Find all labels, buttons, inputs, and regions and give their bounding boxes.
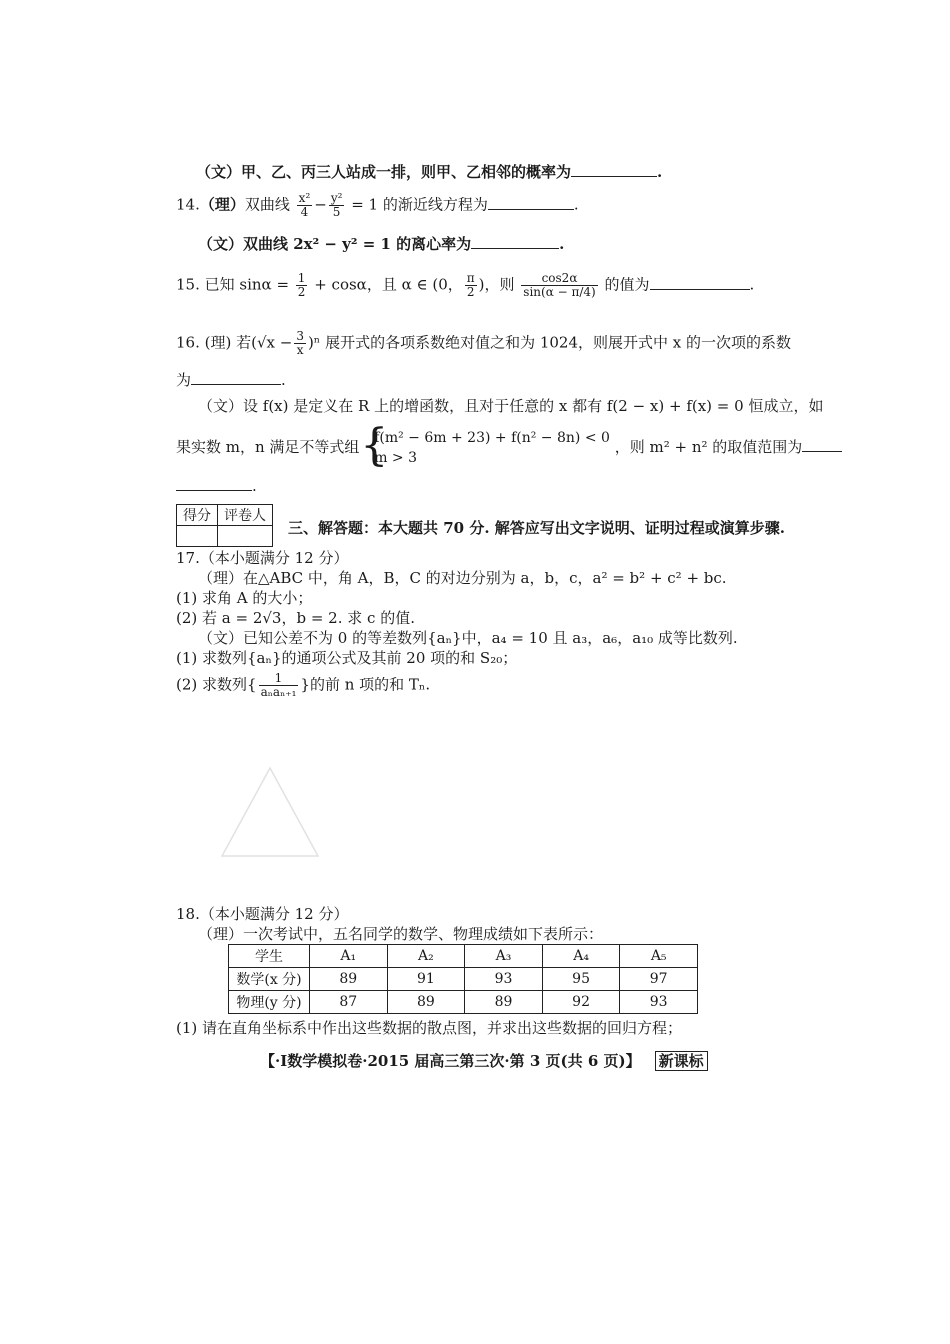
q17-li-part2: (2) 若 a = 2√3，b = 2. 求 c 的值.: [176, 609, 415, 627]
q17-wen-part2: [176, 672, 430, 699]
answer-blank: [176, 476, 252, 491]
period: .: [657, 163, 663, 181]
table-cell: 95: [542, 968, 620, 991]
q14-li: [176, 192, 579, 219]
table-cell: 97: [620, 968, 698, 991]
table-cell: 93: [620, 991, 698, 1014]
fraction-numerator: cos2α: [521, 272, 597, 286]
table-cell: 物理(y 分): [229, 991, 310, 1014]
table-header-cell: A₃: [465, 945, 543, 968]
fraction-denominator: 2: [466, 285, 475, 299]
question-tag: （理）: [199, 195, 245, 214]
q18-part1: (1) 请在直角坐标系中作出这些数据的散点图，并求出这些数据的回归方程；: [176, 1019, 683, 1037]
table-cell: 89: [387, 991, 465, 1014]
fraction: [259, 672, 299, 699]
table-header-cell: A₂: [387, 945, 465, 968]
page-footer: [260, 1050, 708, 1071]
answer-blank: [802, 437, 842, 452]
q15-text: )，则: [478, 275, 515, 294]
q16-wen-text: 果实数 m，n 满足不等式组: [176, 438, 360, 456]
answer-blank: [191, 370, 281, 385]
fraction-denominator: 2: [297, 285, 306, 299]
grader-label: 评卷人: [218, 505, 273, 526]
section-title: 三、解答题：本大题共 70 分. 解答应写出文字说明、证明过程或演算步骤.: [288, 519, 785, 537]
table-header-cell: A₅: [620, 945, 698, 968]
q13-wen: [196, 162, 662, 182]
q13-wen-text: （文）甲、乙、丙三人站成一排，则甲、乙相邻的概率为: [196, 163, 572, 181]
minus-sign: −: [314, 195, 327, 214]
q15-text: 15. 已知 sinα =: [176, 275, 290, 294]
table-row: [229, 968, 698, 991]
q16-text: )ⁿ 展开式的各项系数绝对值之和为 1024，则展开式中 x 的一次项的系数: [307, 333, 792, 352]
table-header-cell: 学生: [229, 945, 310, 968]
answer-blank: [488, 195, 574, 210]
table-row: [229, 991, 698, 1014]
q16-wen-line2: [176, 428, 842, 468]
q18-head: 18.（本小题满分 12 分）: [176, 905, 349, 923]
q17-li: （理）在△ABC 中，角 A，B，C 的对边分别为 a，b，c，a² = b² + c² + bc.: [198, 569, 727, 587]
table-header-cell: A₁: [310, 945, 388, 968]
answer-blank: [571, 162, 657, 177]
fraction-denominator: x: [296, 343, 304, 357]
grader-cell: [218, 526, 273, 547]
inequality-2: m > 3: [374, 450, 418, 466]
fraction: [297, 192, 313, 219]
fraction-numerator: 1: [259, 672, 299, 686]
table-cell: 89: [465, 991, 543, 1014]
q15: [176, 272, 754, 299]
fraction-numerator: π: [466, 271, 475, 285]
fraction-denominator: 5: [332, 205, 341, 219]
period: .: [749, 275, 755, 294]
q16-wen-line1: [198, 396, 823, 416]
answer-blank: [471, 234, 559, 249]
fraction-denominator: aₙaₙ₊₁: [260, 685, 297, 699]
table-cell: 89: [310, 968, 388, 991]
bleed-through-figure: [210, 760, 330, 870]
period: .: [252, 477, 257, 495]
table-cell: 数学(x 分): [229, 968, 310, 991]
table-cell: 91: [387, 968, 465, 991]
fraction: [465, 272, 477, 299]
q16-li: [176, 330, 791, 357]
q17-text: }的前 n 项的和 Tₙ.: [300, 675, 431, 694]
fraction: [296, 272, 308, 299]
table-cell: 92: [542, 991, 620, 1014]
q16-li-line2: [176, 370, 286, 390]
q14-text: = 1 的渐近线方程为: [351, 195, 488, 214]
curriculum-badge: 新课标: [655, 1051, 708, 1071]
fraction-denominator: 4: [300, 205, 309, 219]
fraction-numerator: x²: [298, 191, 311, 205]
fraction: [521, 272, 597, 299]
period: .: [559, 235, 565, 253]
table-header-row: [229, 945, 698, 968]
q14-text: 双曲线: [244, 195, 290, 214]
footer-text: 【·Ⅰ数学模拟卷·2015 届高三第三次·第 3 页(共 6 页)】: [260, 1052, 641, 1070]
table-cell: 87: [310, 991, 388, 1014]
q17-wen: （文）已知公差不为 0 的等差数列{aₙ}中，a₄ = 10 且 a₃，a₆，a₁₀ 成等比数列.: [198, 629, 738, 647]
scores-table: [228, 944, 698, 1014]
q14-wen-text: （文）双曲线 2x² − y² = 1 的离心率为: [198, 235, 472, 253]
table-header-cell: A₄: [542, 945, 620, 968]
q17-wen-part1: (1) 求数列{aₙ}的通项公式及其前 20 项的和 S₂₀；: [176, 649, 518, 667]
answer-blank: [650, 275, 750, 290]
q18-li: （理）一次考试中，五名同学的数学、物理成绩如下表所示：: [198, 925, 604, 943]
fraction-numerator: 1: [297, 271, 306, 285]
q17-text: (2) 求数列{: [176, 675, 257, 694]
inequality-1: { f(m² − 6m + 23) + f(n² − 8n) < 0: [374, 430, 610, 446]
question-number: 14.: [176, 195, 200, 214]
q16-wen-text: （文）设 f(x) 是定义在 R 上的增函数，且对于任意的 x 都有 f(2 − x) + f(x) = 0 恒成立，如: [198, 397, 824, 415]
period: .: [573, 195, 579, 214]
q16-wen-line3: [176, 476, 257, 496]
q15-text: 的值为: [604, 275, 650, 294]
q17-li-part1: (1) 求角 A 的大小；: [176, 589, 313, 607]
inequality-system: [364, 428, 610, 468]
fraction-numerator: y²: [330, 191, 343, 205]
fraction-denominator: sin(α − π/4): [523, 285, 596, 299]
q17-head: 17.（本小题满分 12 分）: [176, 549, 349, 567]
fraction-numerator: 3: [296, 329, 304, 343]
q14-wen: [198, 234, 564, 254]
period: .: [281, 371, 286, 389]
q16-text: 为: [176, 371, 192, 389]
score-cell: [177, 526, 218, 547]
score-box: [176, 504, 273, 547]
table-cell: 93: [465, 968, 543, 991]
score-label: 得分: [177, 505, 218, 526]
q15-text: + cosα，且 α ∈ (0，: [314, 275, 463, 294]
fraction: [329, 192, 345, 219]
q16-wen-text: ，则 m² + n² 的取值范围为: [614, 438, 803, 456]
fraction: [294, 330, 306, 357]
q16-text: 16. (理) 若(√x −: [176, 333, 293, 352]
